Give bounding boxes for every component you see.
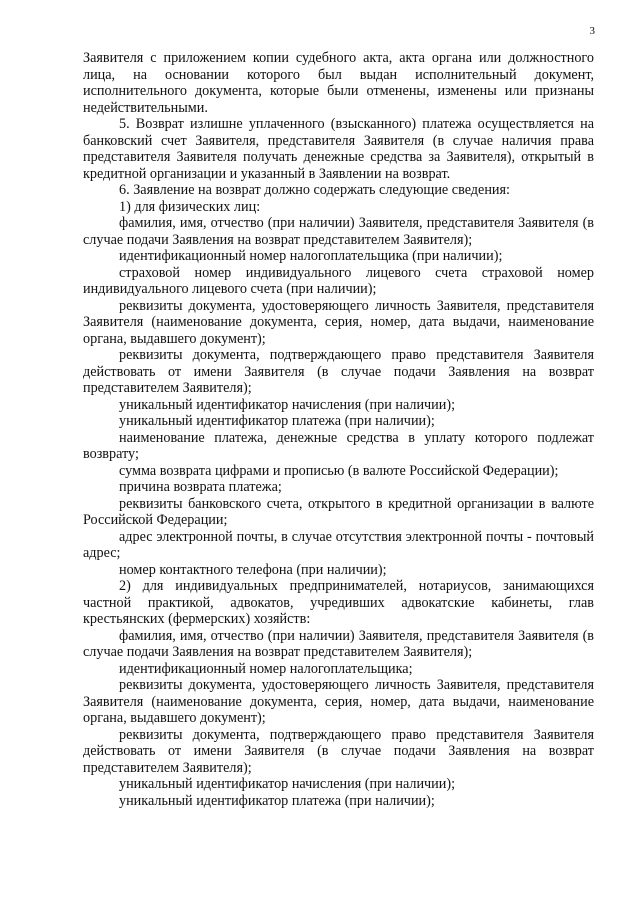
paragraph: причина возврата платежа; [119,479,282,495]
paragraph: идентификационный номер налогоплательщика (при наличии); [119,248,503,264]
paragraph: страховой номер индивидуального лицевого счета страховой номер индивидуального лицевого счета (при наличии); [83,264,594,297]
paragraph: реквизиты документа, подтверждающего право представителя Заявителя действовать от имени Заявителя (в случае подачи Заявления на возврат представителем Заявителя); [83,726,594,776]
paragraph: реквизиты документа, удостоверяющего личность Заявителя, представителя Заявителя (наименование документа, серия, номер, дата выдачи, наименование органа, выдавшего документ); [83,297,594,347]
paragraph: сумма возврата цифрами и прописью (в валюте Российской Федерации); [119,462,559,479]
paragraph: наименование платежа, денежные средства в уплату которого подлежат возврату; [83,429,594,462]
paragraph: 6. Заявление на возврат должно содержать следующие сведения: [119,182,510,198]
paragraph: уникальный идентификатор платежа (при наличии); [119,413,435,429]
paragraph: уникальный идентификатор платежа (при наличии); [119,792,435,809]
document-body [83,50,594,809]
paragraph: уникальный идентификатор начисления (при наличии); [119,776,456,792]
paragraph: идентификационный номер налогоплательщика; [119,660,413,677]
paragraph: реквизиты банковского счета, открытого в кредитной организации в валюте Российской Федерации; [83,495,594,528]
paragraph: адрес электронной почты, в случае отсутствия электронной почты - почтовый адрес; [83,528,594,561]
paragraph: 2) для индивидуальных предпринимателей, нотариусов, занимающихся частной практикой, адвокатов, учредивших адвокатские кабинеты, глав крестьянских (фермерских) хозяйств: [83,578,594,627]
paragraph: Заявителя с приложением копии судебного акта, акта органа или должностного лица, на основании которого был выдан исполнительный документ, исполнительного документа, которые были отменены, изменены или признаны недействительными. [83,50,594,116]
paragraph: реквизиты документа, подтверждающего право представителя Заявителя действовать от имени Заявителя (в случае подачи Заявления на возврат представителем Заявителя); [83,347,594,396]
paragraph: фамилия, имя, отчество (при наличии) Заявителя, представителя Заявителя (в случае подачи Заявления на возврат представителем Заявителя); [83,627,594,660]
paragraph: фамилия, имя, отчество (при наличии) Заявителя, представителя Заявителя (в случае подачи Заявления на возврат представителем Заявителя); [83,215,594,248]
paragraph: номер контактного телефона (при наличии); [119,561,387,578]
paragraph: уникальный идентификатор начисления (при наличии); [119,396,456,413]
page-number: 3 [589,25,595,37]
paragraph: 1) для физических лиц: [119,198,261,215]
paragraph: реквизиты документа, удостоверяющего личность Заявителя, представителя Заявителя (наименование документа, серия, номер, дата выдачи, наименование органа, выдавшего документ); [83,677,594,726]
paragraph: 5. Возврат излишне уплаченного (взысканного) платежа осуществляется на банковский счет Заявителя, представителя Заявителя (в случае наличия права представителя Заявителя получать денежные средства за Заявителя), открытый в кредитной организации и указанный в Заявлении на возврат. [83,116,594,182]
